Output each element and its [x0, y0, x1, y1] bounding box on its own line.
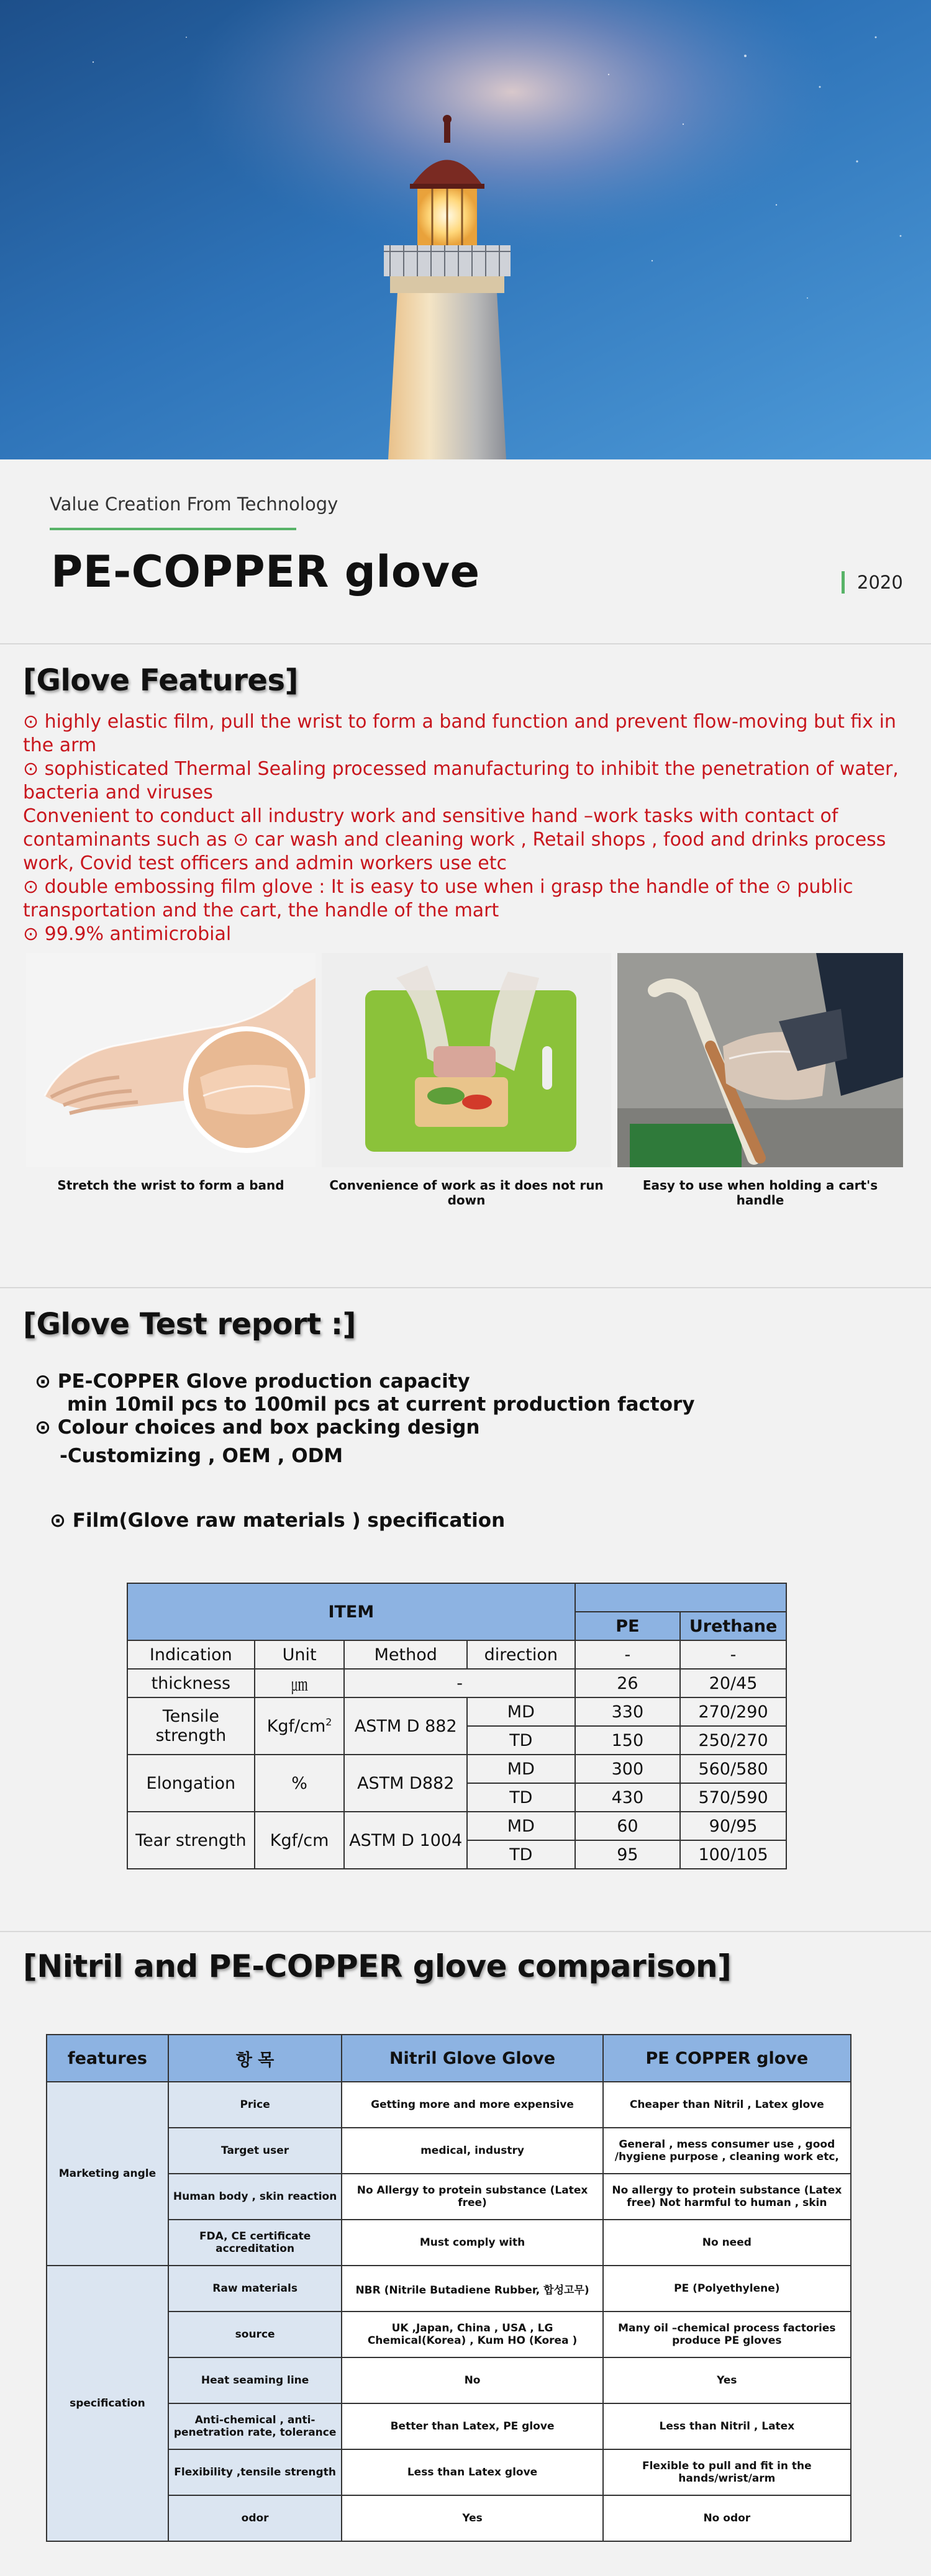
- glove-features-section: [0, 646, 931, 1288]
- cmp-pe-value: Flexible to pull and fit in the hands/wrist/arm: [603, 2449, 851, 2495]
- cmp-pe-value: General , mess consumer use , good /hygiene purpose , cleaning work etc,: [603, 2128, 851, 2174]
- spec-cell: MD: [467, 1755, 575, 1783]
- spec-cell: 270/290: [680, 1697, 786, 1726]
- feature-line: ⊙ 99.9% antimicrobial: [23, 923, 232, 945]
- tagline: Value Creation From Technology: [50, 494, 338, 515]
- section-heading-comparison: [Nitril and PE-COPPER glove comparison]: [23, 1948, 732, 1984]
- cmp-nitril-value: medical, industry: [342, 2128, 602, 2174]
- photo-convenience: [322, 953, 611, 1167]
- spec-cell: TD: [467, 1783, 575, 1812]
- spec-header-item: ITEM: [127, 1583, 575, 1640]
- cmp-nitril-value: Getting more and more expensive: [342, 2082, 602, 2128]
- cmp-pe-value: Less than Nitril , Latex: [603, 2403, 851, 2449]
- spec-cell: 20/45: [680, 1669, 786, 1697]
- spec-cell: 90/95: [680, 1812, 786, 1840]
- spec-cell-unit: [255, 1697, 345, 1755]
- test-line: ⊙ Colour choices and box packing design: [35, 1416, 480, 1439]
- cmp-header: 항 목: [168, 2035, 342, 2082]
- cmp-nitril-value: NBR (Nitrile Butadiene Rubber, 합성고무): [342, 2266, 602, 2312]
- cutting-board-photo-icon: [322, 953, 611, 1167]
- comparison-table: [46, 2034, 852, 2542]
- spec-cell: Tensile strength: [127, 1697, 255, 1755]
- cmp-pe-value: PE (Polyethylene): [603, 2266, 851, 2312]
- spec-header-empty: [575, 1583, 786, 1612]
- spec-cell: -: [575, 1640, 680, 1669]
- spec-cell: 430: [575, 1783, 680, 1812]
- spec-cell: 60: [575, 1812, 680, 1840]
- section-heading-test-report: [Glove Test report :]: [23, 1307, 356, 1342]
- cmp-pe-value: Many oil –chemical process factories produce PE gloves: [603, 2312, 851, 2357]
- spec-cell: 250/270: [680, 1726, 786, 1755]
- spec-cell: %: [255, 1755, 345, 1812]
- cmp-row-label: Heat seaming line: [168, 2357, 342, 2403]
- spec-header-urethane: Urethane: [680, 1612, 786, 1640]
- unit-superscript: 2: [325, 1716, 332, 1728]
- cmp-row-label: Human body , skin reaction: [168, 2174, 342, 2220]
- cmp-nitril-value: Must comply with: [342, 2220, 602, 2266]
- tagline-underline: [50, 528, 296, 530]
- cmp-row-label: source: [168, 2312, 342, 2357]
- spec-cell: 560/580: [680, 1755, 786, 1783]
- spec-cell: ASTM D882: [344, 1755, 467, 1812]
- cmp-nitril-value: Less than Latex glove: [342, 2449, 602, 2495]
- cmp-row-label: Target user: [168, 2128, 342, 2174]
- photo-caption: Easy to use when holding a cart's handle: [642, 1178, 878, 1208]
- spec-cell: direction: [467, 1640, 575, 1669]
- spec-header-pe: PE: [575, 1612, 680, 1640]
- glove-test-report-section: [0, 1290, 931, 1932]
- cmp-row-label: Anti-chemical , anti-penetration rate, tolerance: [168, 2403, 342, 2449]
- spec-cell: TD: [467, 1726, 575, 1755]
- test-line: -Customizing , OEM , ODM: [60, 1445, 343, 1467]
- test-line: min 10mil pcs to 100mil pcs at current production factory: [67, 1393, 695, 1416]
- spec-cell: Unit: [255, 1640, 345, 1669]
- cmp-pe-value: No need: [603, 2220, 851, 2266]
- feature-line: ⊙ sophisticated Thermal Sealing processed manufacturing to inhibit the penetration of water, bacteria and viruses: [23, 758, 899, 803]
- spec-cell: MD: [467, 1812, 575, 1840]
- spec-cell: 330: [575, 1697, 680, 1726]
- hero-image: [0, 0, 931, 459]
- cmp-pe-value: Cheaper than Nitril , Latex glove: [603, 2082, 851, 2128]
- spec-cell: 300: [575, 1755, 680, 1783]
- cmp-nitril-value: Better than Latex, PE glove: [342, 2403, 602, 2449]
- feature-line: ⊙ highly elastic film, pull the wrist to form a band function and prevent flow-moving but fix in the arm: [23, 711, 896, 756]
- cart-handle-photo-icon: [617, 953, 903, 1167]
- year-accent-bar: [842, 571, 845, 594]
- cmp-row-label: Raw materials: [168, 2266, 342, 2312]
- spec-cell: Method: [344, 1640, 467, 1669]
- spec-cell: Elongation: [127, 1755, 255, 1812]
- spec-cell: 95: [575, 1840, 680, 1869]
- features-text: [23, 710, 905, 946]
- year-label: 2020: [857, 572, 903, 593]
- spec-cell: 100/105: [680, 1840, 786, 1869]
- spec-cell: -: [680, 1640, 786, 1669]
- spec-cell: 26: [575, 1669, 680, 1697]
- page-title: PE-COPPER glove: [51, 546, 480, 597]
- photo-cart-handle: [617, 953, 903, 1167]
- cmp-header: features: [47, 2035, 168, 2082]
- spec-cell: ASTM D 882: [344, 1697, 467, 1755]
- glove-hand-photo-icon: [26, 953, 316, 1167]
- cmp-group-label: specification: [47, 2266, 168, 2541]
- cmp-row-label: Price: [168, 2082, 342, 2128]
- photo-stretch-wrist: [26, 953, 316, 1167]
- cmp-pe-value: No odor: [603, 2495, 851, 2541]
- test-line: ⊙ PE-COPPER Glove production capacity: [35, 1370, 470, 1393]
- cmp-nitril-value: Yes: [342, 2495, 602, 2541]
- cmp-nitril-value: No: [342, 2357, 602, 2403]
- spec-cell: Tear strength: [127, 1812, 255, 1869]
- cmp-row-label: FDA, CE certificate accreditation: [168, 2220, 342, 2266]
- cmp-header: Nitril Glove Glove: [342, 2035, 602, 2082]
- test-line: ⊙ Film(Glove raw materials ) specification: [50, 1509, 506, 1532]
- cmp-row-label: Flexibility ,tensile strength: [168, 2449, 342, 2495]
- spec-cell: MD: [467, 1697, 575, 1726]
- feature-line: Convenient to conduct all industry work and sensitive hand –work tasks with contact of contaminants such as ⊙ car wash and cleaning work , Retail shops , food and drinks process work, Covid test officers and admin workers use etc: [23, 805, 886, 874]
- spec-cell: Kgf/cm: [255, 1812, 345, 1869]
- title-band: [0, 459, 931, 644]
- film-spec-table: [127, 1583, 787, 1869]
- cmp-nitril-value: No Allergy to protein substance (Latex free): [342, 2174, 602, 2220]
- cmp-nitril-value: UK ,Japan, China , USA , LG Chemical(Korea) , Kum HO (Korea ): [342, 2312, 602, 2357]
- spec-cell: Indication: [127, 1640, 255, 1669]
- unit-text: Kgf/cm: [266, 1717, 326, 1736]
- cmp-group-label: Marketing angle: [47, 2082, 168, 2266]
- spec-cell: 150: [575, 1726, 680, 1755]
- spec-cell: -: [344, 1669, 574, 1697]
- cmp-pe-value: No allergy to protein substance (Latex free) Not harmful to human , skin: [603, 2174, 851, 2220]
- photo-caption: Convenience of work as it does not run down: [329, 1178, 604, 1208]
- cmp-pe-value: Yes: [603, 2357, 851, 2403]
- comparison-section: [0, 1933, 931, 2576]
- photo-caption: Stretch the wrist to form a band: [57, 1178, 284, 1193]
- spec-cell: thickness: [127, 1669, 255, 1697]
- section-heading-features: [Glove Features]: [23, 663, 298, 698]
- spec-cell: TD: [467, 1840, 575, 1869]
- spec-cell: 570/590: [680, 1783, 786, 1812]
- spec-cell: ㎛: [255, 1669, 345, 1697]
- feature-line: ⊙ double embossing film glove : It is easy to use when i grasp the handle of the ⊙ public transportation and the cart, the handle of the mart: [23, 876, 853, 921]
- cmp-header: PE COPPER glove: [603, 2035, 851, 2082]
- lighthouse-photo: [0, 0, 931, 459]
- cmp-row-label: odor: [168, 2495, 342, 2541]
- spec-cell: ASTM D 1004: [344, 1812, 467, 1869]
